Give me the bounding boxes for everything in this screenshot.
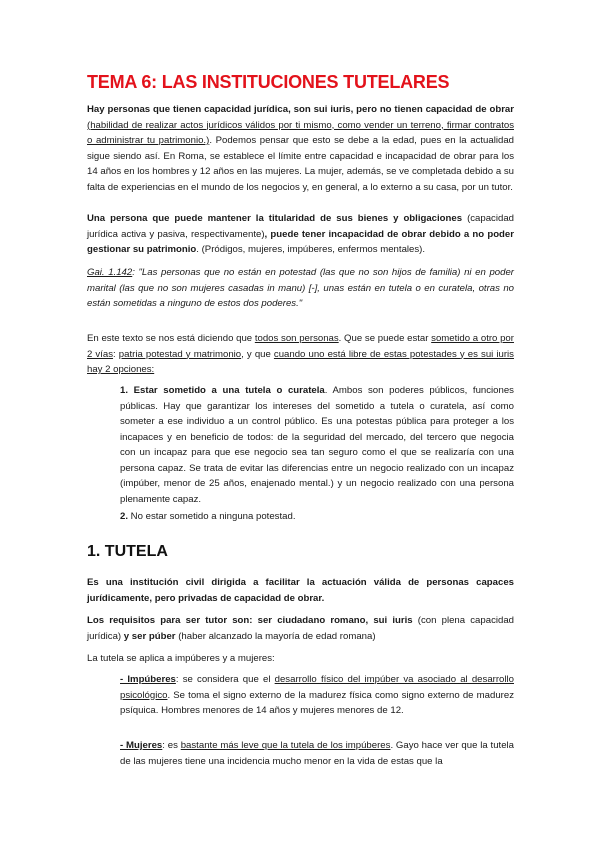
- option-2-bold: 2.: [120, 511, 129, 522]
- gaius-quote-text: : "Las personas que no están en potestad (las que no son hijos de familia) ni en poder marital (las que no son mujeres casadas in manu) [-], unas están en tutela o en curatela, otras no están sometidas a ninguno de estos dos poderes.": [87, 267, 514, 309]
- tutela-scope: La tutela se aplica a impúberes y a mujeres:: [87, 653, 275, 664]
- option-2-paragraph: [120, 509, 514, 525]
- impuberes-label: - Impúberes: [120, 674, 176, 685]
- option-1-paragraph: [120, 383, 514, 507]
- persona-normal-1: (capacidad jurídica activa y pasiva, respectivamente): [87, 213, 514, 240]
- section-heading-tutela: 1. TUTELA: [87, 543, 168, 560]
- intro-rest: . Podemos pensar que esto se debe a la edad, pues en la actualidad sigue siendo así. En Roma, se establece el límite entre capacidad e incapacidad de obrar para los 14 años en los hombres y 12 años en las mujeres. La mujer, además, se ve completada debido a su falta de experiencias en el mundo de los negocios y, en general, a lo externo a su casa, por un tutor.: [87, 135, 515, 193]
- option-2-text: No estar sometido a ninguna potestad.: [128, 511, 296, 522]
- requirements-bold-1: Los requisitos para ser tutor son: ser ciudadano romano, sui iuris: [87, 615, 413, 626]
- mujeres-text-1: : es: [162, 740, 181, 751]
- persona-paragraph: [87, 211, 514, 258]
- tutor-requirements: [87, 613, 514, 644]
- analysis-underline-3: patria potestad y matrimonio: [118, 348, 242, 360]
- analysis-underline-1: todos son personas: [254, 333, 339, 344]
- analysis-underline-4: cuando uno está libre de estas potestades y es sui iuris hay 2 opciones:: [87, 348, 514, 375]
- option-1-text: . Ambos son poderes públicos, funciones públicas. Hay que garantizar los intereses del sometido a tutela o curatela, así como someter a ese individuo a un control público. Es una potestas pública para proteger a los incapaces y en beneficio de todos: de la seguridad del mercado, del tercero que negocia con un incapaz para que ese negocio sea tan seguro como el que se realizaría con una persona capaz. Se trata de evitar las diferencias entre un negocio realizado con un incapaz (impúber, menor de 25 años, enajenado mental.) y un negocio realizado con una persona plenamente capaz.: [120, 385, 514, 505]
- gaius-quote: [87, 265, 514, 312]
- impuberes-item: [120, 672, 514, 719]
- option-1-bold: 1. Estar sometido a una tutela o curatela: [120, 385, 325, 396]
- persona-normal-2: . (Pródigos, mujeres, impúberes, enfermos mentales).: [196, 244, 426, 255]
- analysis-text-1: En este texto se nos está diciendo que: [87, 333, 255, 344]
- analysis-text-3: :: [113, 348, 119, 360]
- impuberes-text-1: : se considera que el: [175, 674, 275, 685]
- mujeres-underline: bastante más leve que la tutela de los impúberes: [180, 740, 391, 751]
- persona-bold-1: Una persona que puede mantener la titularidad de sus bienes y obligaciones: [87, 213, 463, 224]
- intro-underline: (habilidad de realizar actos jurídicos válidos por ti mismo, como vender un terreno, firmar contratos o administrar tu patrimonio.): [87, 119, 514, 146]
- tutela-definition: Es una institución civil dirigida a facilitar la actuación válida de personas capaces jurídicamente, pero privadas de capacidad de obrar.: [87, 577, 514, 604]
- requirements-bold-2: y ser púber: [123, 630, 176, 642]
- page-title: TEMA 6: LAS INSTITUCIONES TUTELARES: [87, 72, 450, 92]
- analysis-underline-2: sometido a otro por 2 vías: [87, 333, 514, 360]
- requirements-normal-1: (con plena capacidad jurídica): [87, 615, 515, 642]
- impuberes-underline: desarrollo físico del impúber va asociado al desarrollo psicológico: [120, 674, 514, 701]
- mujeres-item: [120, 738, 514, 769]
- analysis-text-4: , y que: [241, 348, 274, 360]
- impuberes-text-2: . Se toma el signo externo de la madurez física como signo externo de madurez psíquica. Hombres menores de 14 años y mujeres menores de 12.: [120, 689, 514, 716]
- persona-bold-2: , puede tener incapacidad de obrar debido a no poder gestionar su patrimonio: [87, 228, 514, 255]
- analysis-paragraph: [87, 331, 514, 378]
- intro-bold: Hay personas que tienen capacidad jurídica, son sui iuris, pero no tienen capacidad de obrar: [87, 104, 514, 115]
- requirements-normal-2: (haber alcanzado la mayoría de edad romana): [175, 630, 376, 642]
- analysis-text-2: . Que se puede estar: [338, 333, 432, 344]
- mujeres-text-2: . Gayo hace ver que la tutela de las mujeres tiene una incidencia mucho menor en la vida de estas que la: [120, 740, 514, 767]
- mujeres-label: - Mujeres: [120, 740, 163, 751]
- intro-paragraph: [87, 102, 514, 195]
- gaius-reference: Gai. 1.142: [87, 267, 133, 278]
